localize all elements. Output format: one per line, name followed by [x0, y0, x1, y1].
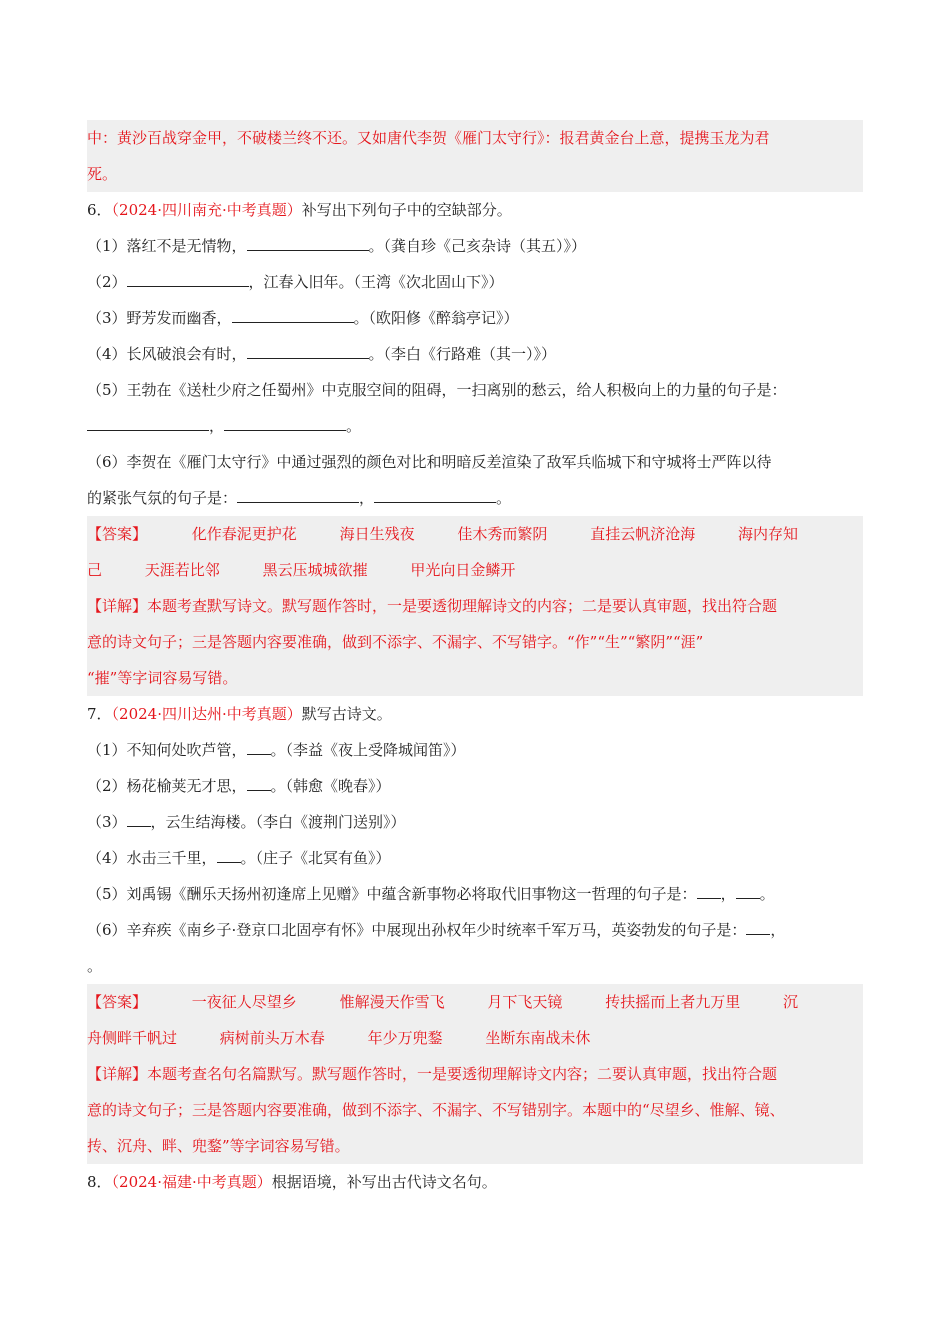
answer-blank — [217, 848, 241, 863]
detail-label: 【详解】 — [87, 597, 148, 615]
item-text: 的紧张气氛的句子是： — [87, 489, 238, 507]
question-number: 6． — [87, 201, 112, 219]
item-text: 。（欧阳修《醉翁亭记》） — [353, 309, 519, 327]
item-text: （3） — [87, 813, 127, 831]
detail-text: 本题考查默写诗文。默写题作答时，一是要透彻理解诗文的内容；二是要认真审题，找出符合题 — [147, 597, 778, 615]
answer-blank — [127, 812, 151, 827]
question-7-item-1 — [87, 732, 863, 768]
answer-line — [87, 984, 863, 1020]
answer-blank — [224, 416, 346, 431]
item-text: （1）落红不是无情物， — [87, 237, 247, 255]
question-prompt: 补写出下列句子中的空缺部分。 — [301, 201, 512, 219]
detail-line: 意的诗文句子；三是答题内容要准确，做到不添字、不漏字、不写错别字。本题中的“尽望乡、惟解、镜、 — [87, 1092, 863, 1128]
answer-item: 舟侧畔千帆过 — [87, 1029, 178, 1047]
question-6-item-5-blanks — [87, 408, 863, 444]
answer-blank — [247, 344, 369, 359]
detail-line — [87, 1056, 863, 1092]
question-6-item-1 — [87, 228, 863, 264]
separator: 。 — [496, 489, 512, 507]
question-7-item-2 — [87, 768, 863, 804]
answer-line — [87, 552, 863, 588]
item-text: 。（韩愈《晚春》） — [270, 777, 391, 795]
separator: 。 — [346, 417, 362, 435]
answer-item: 佳木秀而繁阴 — [457, 525, 548, 543]
answer-line — [87, 516, 863, 552]
answer-item: 海日生残夜 — [339, 525, 415, 543]
question-6-heading — [87, 192, 863, 228]
answer-item: 海内存知 — [737, 525, 798, 543]
answer-blank — [697, 884, 721, 899]
separator: ， — [770, 921, 786, 939]
question-8-heading — [87, 1164, 863, 1200]
question-7-heading — [87, 696, 863, 732]
answer-item: 一夜征人尽望乡 — [191, 993, 297, 1011]
item-text: 。（李白《行路难（其一）》） — [368, 345, 557, 363]
question-number: 7． — [87, 705, 112, 723]
answer-blank — [374, 488, 496, 503]
separator: ， — [720, 885, 736, 903]
answer-item: 月下飞天镜 — [487, 993, 563, 1011]
item-text: 。（龚自珍《己亥杂诗（其五）》） — [368, 237, 587, 255]
question-prompt: 根据语境，补写出古代诗文名句。 — [271, 1173, 497, 1191]
question-6-item-6-cont — [87, 480, 863, 516]
question-6-item-5: （5）王勃在《送杜少府之任蜀州》中克服空间的阻碍，一扫离别的愁云，给人积极向上的力量的句子是： — [87, 381, 787, 399]
detail-line: “摧”等字词容易写错。 — [87, 660, 863, 696]
answer-blank — [237, 488, 359, 503]
prev-detail-line: 中：黄沙百战穿金甲，不破楼兰终不还。又如唐代李贺《雁门太守行》：报君黄金台上意，提携玉龙为君 — [87, 120, 863, 156]
question-6-item-4 — [87, 336, 863, 372]
answer-blank — [746, 920, 770, 935]
answer-item: 病树前头万木春 — [219, 1029, 325, 1047]
separator: ， — [209, 417, 225, 435]
question-7-item-3 — [87, 804, 863, 840]
separator: 。 — [759, 885, 775, 903]
item-text: （6）辛弃疾《南乡子·登京口北固亭有怀》中展现出孙权年少时统率千军万马，英姿勃发的句子是： — [87, 921, 747, 939]
question-source: （2024·四川南充·中考真题） — [111, 201, 302, 219]
question-source: （2024·福建·中考真题） — [111, 1173, 272, 1191]
answer-item: 沉 — [782, 993, 798, 1011]
answer-blank — [87, 416, 209, 431]
answer-blank — [247, 776, 271, 791]
question-7-item-6 — [87, 912, 863, 948]
answer-item: 抟扶摇而上者九万里 — [605, 993, 741, 1011]
answer-label: 【答案】 — [87, 525, 148, 543]
document-page — [87, 120, 863, 1200]
question-7-item-6-end: 。 — [87, 957, 103, 975]
question-7-item-4 — [87, 840, 863, 876]
item-text: （4）水击三千里， — [87, 849, 217, 867]
question-prompt: 默写古诗文。 — [301, 705, 392, 723]
detail-line: 意的诗文句子；三是答题内容要准确，做到不添字、不漏字、不写错字。“作”“生”“繁阴”“涯” — [87, 624, 863, 660]
answer-line — [87, 1020, 863, 1056]
separator: ， — [359, 489, 375, 507]
question-6-item-3 — [87, 300, 863, 336]
answer-blank — [736, 884, 760, 899]
item-text: （5）刘禹锡《酬乐天扬州初逢席上见赠》中蕴含新事物必将取代旧事物这一哲理的句子是： — [87, 885, 697, 903]
item-text: 。（李益《夜上受降城闻笛》） — [270, 741, 466, 759]
item-text: （3）野芳发而幽香， — [87, 309, 232, 327]
answer-item: 坐断东南战未休 — [485, 1029, 591, 1047]
detail-label: 【详解】 — [87, 1065, 148, 1083]
answer-blank — [247, 236, 369, 251]
answer-blank — [127, 272, 249, 287]
answer-item: 己 — [87, 561, 103, 579]
question-7-item-5 — [87, 876, 863, 912]
answer-blank — [247, 740, 271, 755]
detail-line: 抟、沉舟、畔、兜鍪”等字词容易写错。 — [87, 1128, 863, 1164]
item-text: （2） — [87, 273, 127, 291]
answer-item: 惟解漫天作雪飞 — [339, 993, 445, 1011]
answer-item: 甲光向日金鳞开 — [410, 561, 516, 579]
item-text: （1）不知何处吹芦管， — [87, 741, 247, 759]
answer-item: 直挂云帆济沧海 — [590, 525, 696, 543]
question-6-item-2 — [87, 264, 863, 300]
question-6-item-6: （6）李贺在《雁门太守行》中通过强烈的颜色对比和明暗反差渲染了敌军兵临城下和守城将士严阵以待 — [87, 453, 772, 471]
answer-blank — [232, 308, 354, 323]
item-text: ，云生结海楼。（李白《渡荆门送别》） — [150, 813, 406, 831]
item-text: （4）长风破浪会有时， — [87, 345, 247, 363]
detail-line — [87, 588, 863, 624]
prev-detail-line: 死。 — [87, 156, 863, 192]
answer-item: 天涯若比邻 — [144, 561, 220, 579]
answer-item: 年少万兜鍪 — [367, 1029, 443, 1047]
item-text: 。（庄子《北冥有鱼》） — [240, 849, 391, 867]
answer-label: 【答案】 — [87, 993, 148, 1011]
answer-item: 黑云压城城欲摧 — [262, 561, 368, 579]
question-source: （2024·四川达州·中考真题） — [111, 705, 302, 723]
item-text: ，江春入旧年。（王湾《次北固山下》） — [248, 273, 504, 291]
question-number: 8． — [87, 1173, 112, 1191]
detail-text: 本题考查名句名篇默写。默写题作答时，一是要透彻理解诗文内容；二要认真审题，找出符合题 — [147, 1065, 778, 1083]
answer-item: 化作春泥更护花 — [191, 525, 297, 543]
item-text: （2）杨花榆荚无才思， — [87, 777, 247, 795]
